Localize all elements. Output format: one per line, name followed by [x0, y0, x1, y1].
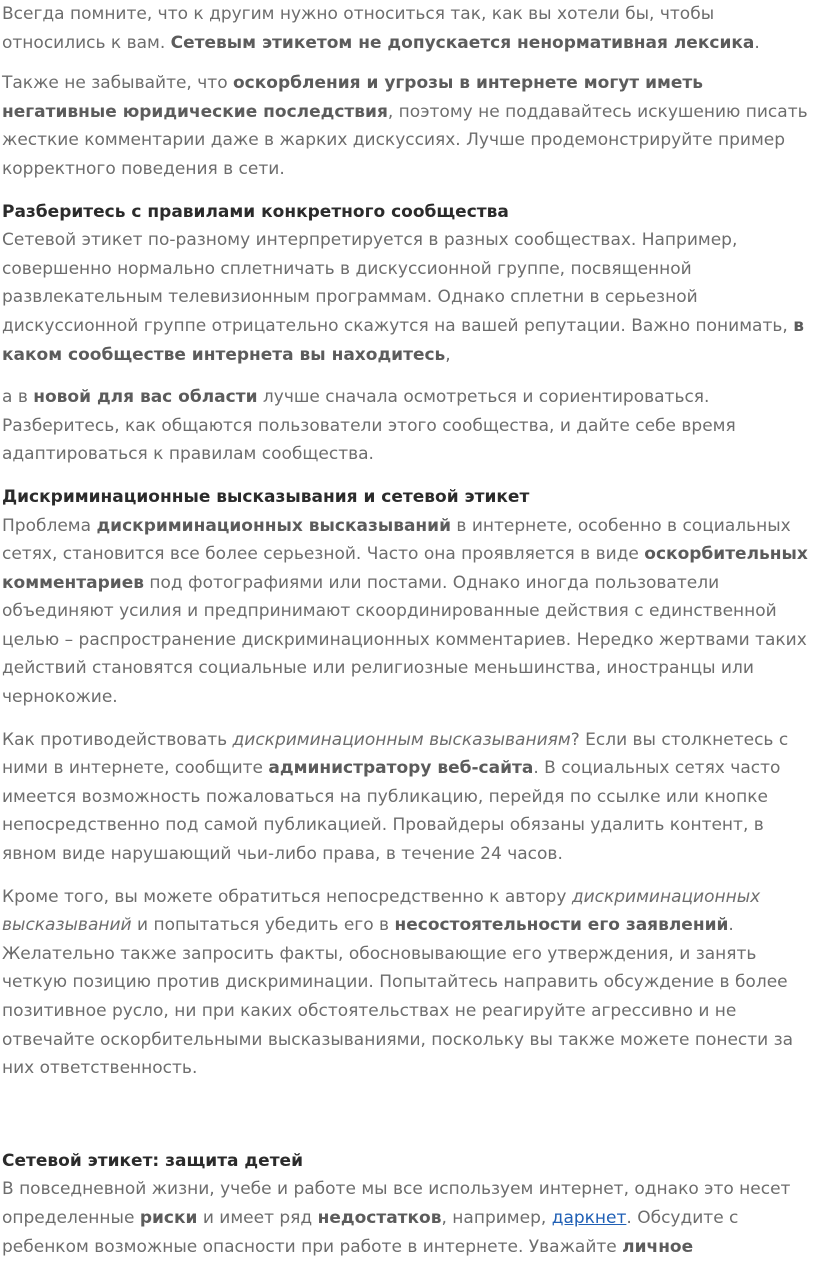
text: в интернете, особенно в социальных сетях, становится все более серьезной. Часто она проявляется в виде — [2, 515, 791, 565]
text: Всегда помните, что к другим нужно относиться так, как вы хотели бы, чтобы относились к вам. — [2, 4, 715, 53]
section-heading-child-protection: Сетевой этикет: защита детей — [2, 1150, 303, 1171]
bold-text: Сетевым этикетом не допускается ненормативная лексика — [170, 32, 755, 53]
darknet-link[interactable]: даркнет — [551, 1207, 627, 1228]
text: Сетевой этикет по-разному интерпретируется в разных сообществах. Например, совершенно нормально сплетничать в дискуссионной группе, посвященной развлекательным телевизионным программам. Однако сплетни в серьезной дискуссионной группе отрицательно скажутся на вашей репутации. Важно понимать, — [2, 230, 794, 336]
text: , поэтому не поддавайтесь искушению писать жесткие комментарии даже в жарких дискуссиях. Лучше продемонстрируйте пример корректного поведения в сети. — [2, 101, 808, 179]
bold-text: администратору веб-сайта — [268, 758, 534, 779]
text: . В социальных сетях часто имеется возможность пожаловаться на публикацию, перейдя по ссылке или кнопке непосредственно под самой публикацией. Провайдеры обязаны удалить контент, в явном виде нарушающий чьи-либо права, в течение 24 часов. — [2, 758, 781, 865]
text: Проблема — [2, 515, 97, 536]
bold-text: оскорбительных комментариев — [2, 544, 808, 593]
bold-text: личное — [622, 1236, 694, 1257]
bold-text: дискриминационных высказываний — [96, 515, 452, 536]
text: лучше сначала осмотреться и сориентироваться. Разберитесь, как общаются пользователи этого сообщества, и дайте себе время адаптироваться к правилам сообщества. — [2, 387, 736, 465]
bold-text: в каком сообществе интернета вы находитесь — [2, 315, 804, 365]
text: . — [754, 32, 760, 53]
bold-text: несостоятельности его заявлений — [394, 915, 729, 936]
text: а в — [2, 387, 34, 408]
text: Также не забывайте, что — [2, 73, 233, 94]
bold-text: оскорбления и угрозы в интернете могут иметь негативные юридические последствия — [2, 73, 704, 122]
paragraph-6 — [2, 726, 812, 869]
text: Как противодействовать — [2, 729, 233, 750]
text: , например, — [441, 1207, 552, 1228]
text: Кроме того, вы можете обратиться непосредственно к автору — [2, 886, 572, 907]
section-heading-discrimination: Дискриминационные высказывания и сетевой этикет — [2, 486, 530, 507]
italic-text: дискриминационным высказываниям — [232, 729, 571, 750]
text: . Желательно также запросить факты, обосновывающие его утверждения, и занять четкую позицию против дискриминации. Попытайтесь направить обсуждение в более позитивное русло, ни при каких обстоятельствах не реагируйте агрессивно и не отвечайте оскорбительными высказываниями, поскольку вы также можете понести за них ответственность. — [2, 915, 794, 1079]
text: В повседневной жизни, учебе и работе мы все используем интернет, однако это несет определенные — [2, 1179, 791, 1228]
paragraph-1 — [2, 0, 812, 57]
text: ? Если вы столкнетесь с ними в интернете, сообщите — [2, 729, 789, 779]
text: и попытаться убедить его в — [131, 915, 395, 936]
paragraph-3 — [2, 226, 812, 369]
text: , — [445, 344, 451, 365]
paragraph-5 — [2, 512, 812, 712]
paragraph-7 — [2, 883, 812, 1083]
text: под фотографиями или постами. Однако иногда пользователи объединяют усилия и предпринимают скоординированные действия с единственной целью – распространение дискриминационных комментариев. Нередко жертвами таких действий становятся социальные или религиозные меньшинства, иностранцы или чернокожие. — [2, 572, 807, 708]
bold-text: риски — [139, 1207, 198, 1228]
italic-text: дискриминационных высказываний — [2, 886, 761, 936]
section-heading-community-rules: Разберитесь с правилами конкретного сообщества — [2, 201, 509, 222]
text: . Обсудите с ребенком возможные опасности при работе в интернете. Уважайте — [2, 1207, 739, 1257]
text: и имеет ряд — [197, 1207, 318, 1228]
bold-text: недостатков — [317, 1207, 442, 1228]
paragraph-2 — [2, 69, 812, 183]
paragraph-4 — [2, 383, 812, 469]
paragraph-8 — [2, 1175, 812, 1261]
bold-text: новой для вас области — [33, 387, 258, 408]
